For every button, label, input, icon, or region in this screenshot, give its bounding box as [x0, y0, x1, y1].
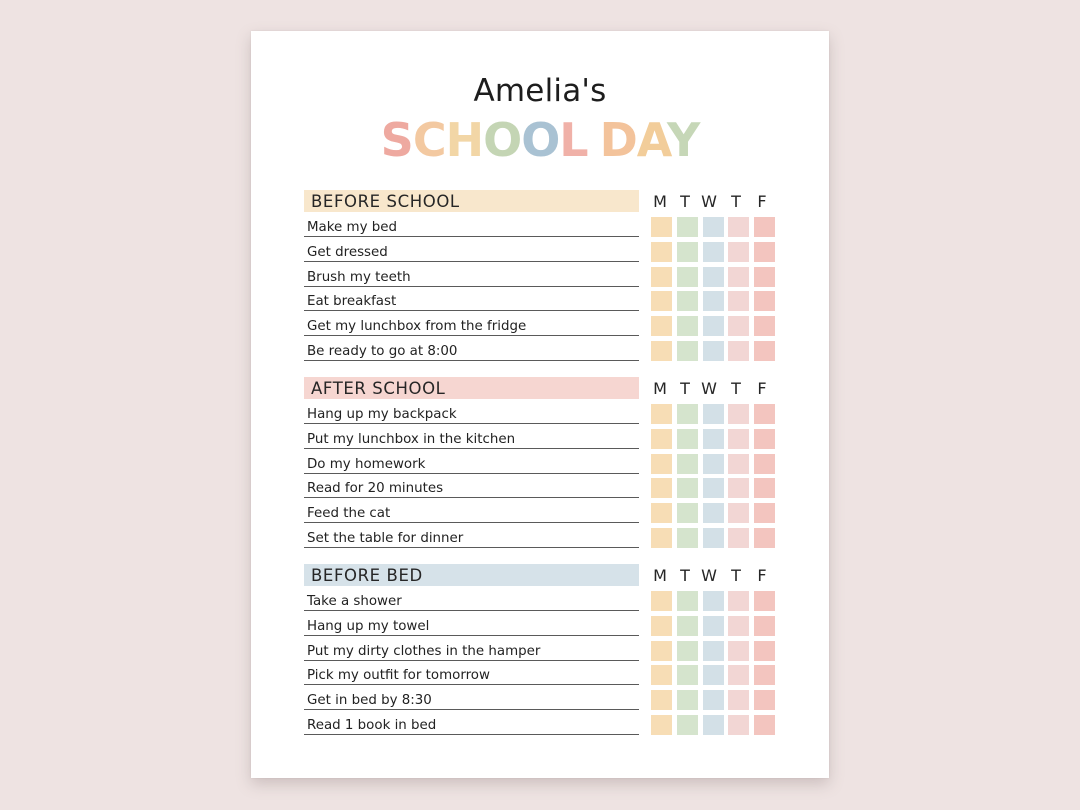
- checkbox-t-1[interactable]: [677, 503, 698, 523]
- weekday-label: W: [701, 192, 717, 211]
- weekday-label: F: [757, 192, 767, 211]
- task-label: Hang up my backpack: [307, 407, 457, 422]
- checkbox-w-2[interactable]: [703, 641, 724, 661]
- checkbox-f-4[interactable]: [754, 404, 775, 424]
- task-row: [304, 313, 639, 336]
- checkbox-m-0[interactable]: [651, 591, 672, 611]
- title-letter: L: [559, 113, 588, 167]
- task-label: Pick my outfit for tomorrow: [307, 668, 490, 684]
- task-row: [304, 426, 639, 449]
- task-label: Feed the cat: [307, 506, 391, 522]
- weekday-label: T: [731, 379, 741, 398]
- checkbox-w-2[interactable]: [703, 242, 724, 262]
- weekday-label: T: [731, 192, 741, 211]
- checkbox-w-2[interactable]: [703, 267, 724, 287]
- checkbox-t-1[interactable]: [677, 404, 698, 424]
- checkbox-m-0[interactable]: [651, 616, 672, 636]
- checkbox-t-1[interactable]: [677, 616, 698, 636]
- task-row: [304, 588, 639, 611]
- task-row: [304, 264, 639, 287]
- checkbox-f-4[interactable]: [754, 217, 775, 237]
- title-letter: Y: [667, 113, 700, 167]
- checkbox-t-1[interactable]: [677, 316, 698, 336]
- task-label: Hang up my towel: [307, 618, 430, 634]
- title-letter: D: [599, 113, 637, 167]
- checkbox-t-3[interactable]: [728, 267, 749, 287]
- task-label: Get my lunchbox from the fridge: [307, 319, 527, 335]
- checkbox-w-2[interactable]: [703, 528, 724, 548]
- checkbox-t-3[interactable]: [728, 316, 749, 336]
- weekday-label: T: [731, 566, 741, 585]
- weekday-header: [650, 192, 778, 214]
- task-label: Do my homework: [307, 456, 426, 472]
- checkbox-m-0[interactable]: [651, 665, 672, 685]
- checkbox-w-2[interactable]: [703, 341, 724, 361]
- checkbox-f-4[interactable]: [754, 641, 775, 661]
- title-letter: C: [412, 113, 446, 167]
- weekday-header: [650, 379, 778, 401]
- checkbox-w-2[interactable]: [703, 217, 724, 237]
- checkbox-t-1[interactable]: [677, 715, 698, 735]
- checkbox-t-3[interactable]: [728, 291, 749, 311]
- task-row: [304, 239, 639, 262]
- checkbox-m-0[interactable]: [651, 690, 672, 710]
- checkbox-w-2[interactable]: [703, 690, 724, 710]
- task-label: Set the table for dinner: [307, 531, 464, 546]
- title-letter: S: [380, 113, 413, 167]
- checkbox-m-0[interactable]: [651, 503, 672, 523]
- checkbox-m-0[interactable]: [651, 316, 672, 336]
- checkbox-t-1[interactable]: [677, 528, 698, 548]
- task-label: Be ready to go at 8:00: [307, 344, 458, 359]
- checkbox-t-3[interactable]: [728, 503, 749, 523]
- section-after-school: [304, 377, 777, 557]
- weekday-label: F: [757, 379, 767, 398]
- task-label: Read 1 book in bed: [307, 718, 437, 733]
- checkbox-f-4[interactable]: [754, 715, 775, 735]
- checkbox-m-0[interactable]: [651, 404, 672, 424]
- task-label: Make my bed: [307, 220, 397, 235]
- checkbox-t-3[interactable]: [728, 690, 749, 710]
- checkbox-f-4[interactable]: [754, 316, 775, 336]
- checkbox-w-2[interactable]: [703, 591, 724, 611]
- checkbox-w-2[interactable]: [703, 316, 724, 336]
- checkbox-w-2[interactable]: [703, 503, 724, 523]
- task-row: [304, 214, 639, 237]
- checkbox-t-1[interactable]: [677, 690, 698, 710]
- weekday-label: T: [680, 566, 690, 585]
- checkbox-m-0[interactable]: [651, 267, 672, 287]
- task-row: [304, 662, 639, 685]
- checkbox-m-0[interactable]: [651, 341, 672, 361]
- task-label: Eat breakfast: [307, 294, 397, 310]
- weekday-label: T: [680, 192, 690, 211]
- checkbox-t-1[interactable]: [677, 478, 698, 498]
- checkbox-t-3[interactable]: [728, 341, 749, 361]
- checkbox-f-4[interactable]: [754, 341, 775, 361]
- section-header: BEFORE BED: [304, 564, 639, 586]
- weekday-label: W: [701, 566, 717, 585]
- task-row: [304, 712, 639, 735]
- checkbox-t-1[interactable]: [677, 454, 698, 474]
- title-letter: A: [636, 113, 667, 167]
- checkbox-t-1[interactable]: [677, 291, 698, 311]
- checkbox-w-2[interactable]: [703, 454, 724, 474]
- task-row: [304, 613, 639, 636]
- checkbox-t-3[interactable]: [728, 242, 749, 262]
- task-label: Put my dirty clothes in the hamper: [307, 643, 541, 659]
- task-label: Get dressed: [307, 244, 388, 260]
- checkbox-t-3[interactable]: [728, 616, 749, 636]
- checkbox-t-1[interactable]: [677, 641, 698, 661]
- weekday-label: M: [653, 379, 667, 398]
- checkbox-t-1[interactable]: [677, 217, 698, 237]
- checkbox-m-0[interactable]: [651, 217, 672, 237]
- checkbox-f-4[interactable]: [754, 665, 775, 685]
- chore-chart-sheet: [251, 31, 829, 778]
- weekday-label: M: [653, 192, 667, 211]
- checkbox-m-0[interactable]: [651, 291, 672, 311]
- checkbox-f-4[interactable]: [754, 291, 775, 311]
- child-name: Amelia's: [473, 73, 607, 109]
- checkbox-w-2[interactable]: [703, 616, 724, 636]
- checkbox-w-2[interactable]: [703, 665, 724, 685]
- checkbox-m-0[interactable]: [651, 429, 672, 449]
- task-row: [304, 451, 639, 474]
- checkbox-w-2[interactable]: [703, 478, 724, 498]
- weekday-header: [650, 566, 778, 588]
- task-row: [304, 638, 639, 661]
- checkbox-t-3[interactable]: [728, 454, 749, 474]
- task-label: Read for 20 minutes: [307, 481, 444, 497]
- checkbox-t-1[interactable]: [677, 341, 698, 361]
- checkbox-f-4[interactable]: [754, 242, 775, 262]
- task-label: Get in bed by 8:30: [307, 693, 432, 709]
- checkbox-w-2[interactable]: [703, 715, 724, 735]
- checkbox-f-4[interactable]: [754, 454, 775, 474]
- checkbox-t-3[interactable]: [728, 429, 749, 449]
- checkbox-f-4[interactable]: [754, 528, 775, 548]
- task-row: [304, 500, 639, 523]
- task-row: [304, 288, 639, 311]
- checkbox-t-1[interactable]: [677, 267, 698, 287]
- checkbox-f-4[interactable]: [754, 478, 775, 498]
- checkbox-f-4[interactable]: [754, 429, 775, 449]
- task-row: [304, 687, 639, 710]
- checkbox-t-3[interactable]: [728, 217, 749, 237]
- checkbox-m-0[interactable]: [651, 454, 672, 474]
- checkbox-t-3[interactable]: [728, 478, 749, 498]
- checkbox-t-3[interactable]: [728, 404, 749, 424]
- weekday-label: M: [653, 566, 667, 585]
- weekday-label: W: [701, 379, 717, 398]
- checkbox-t-3[interactable]: [728, 665, 749, 685]
- checkbox-f-4[interactable]: [754, 616, 775, 636]
- checkbox-f-4[interactable]: [754, 267, 775, 287]
- checkbox-t-3[interactable]: [728, 641, 749, 661]
- checkbox-t-3[interactable]: [728, 715, 749, 735]
- title-letter: H: [445, 113, 484, 167]
- checkbox-m-0[interactable]: [651, 242, 672, 262]
- section-before-school: [304, 190, 777, 370]
- checkbox-t-1[interactable]: [677, 665, 698, 685]
- section-header: AFTER SCHOOL: [304, 377, 639, 399]
- section-header: BEFORE SCHOOL: [304, 190, 639, 212]
- checkbox-m-0[interactable]: [651, 528, 672, 548]
- weekday-label: T: [680, 379, 690, 398]
- task-row: [304, 525, 639, 548]
- checkbox-f-4[interactable]: [754, 690, 775, 710]
- checkbox-m-0[interactable]: [651, 641, 672, 661]
- checkbox-f-4[interactable]: [754, 591, 775, 611]
- title-letter: O: [483, 113, 522, 167]
- checkbox-t-1[interactable]: [677, 242, 698, 262]
- checkbox-f-4[interactable]: [754, 503, 775, 523]
- checkbox-t-1[interactable]: [677, 591, 698, 611]
- title-letter: O: [521, 113, 560, 167]
- task-row: [304, 338, 639, 361]
- checkbox-t-1[interactable]: [677, 429, 698, 449]
- task-row: [304, 401, 639, 424]
- task-label: Brush my teeth: [307, 269, 411, 285]
- section-before-bed: [304, 564, 777, 744]
- task-label: Take a shower: [307, 594, 402, 609]
- checkbox-w-2[interactable]: [703, 291, 724, 311]
- task-label: Put my lunchbox in the kitchen: [307, 431, 516, 447]
- checkbox-w-2[interactable]: [703, 429, 724, 449]
- checkbox-w-2[interactable]: [703, 404, 724, 424]
- checkbox-m-0[interactable]: [651, 715, 672, 735]
- checkbox-m-0[interactable]: [651, 478, 672, 498]
- checkbox-t-3[interactable]: [728, 528, 749, 548]
- task-row: [304, 475, 639, 498]
- weekday-label: F: [757, 566, 767, 585]
- page-title: [251, 113, 829, 167]
- checkbox-t-3[interactable]: [728, 591, 749, 611]
